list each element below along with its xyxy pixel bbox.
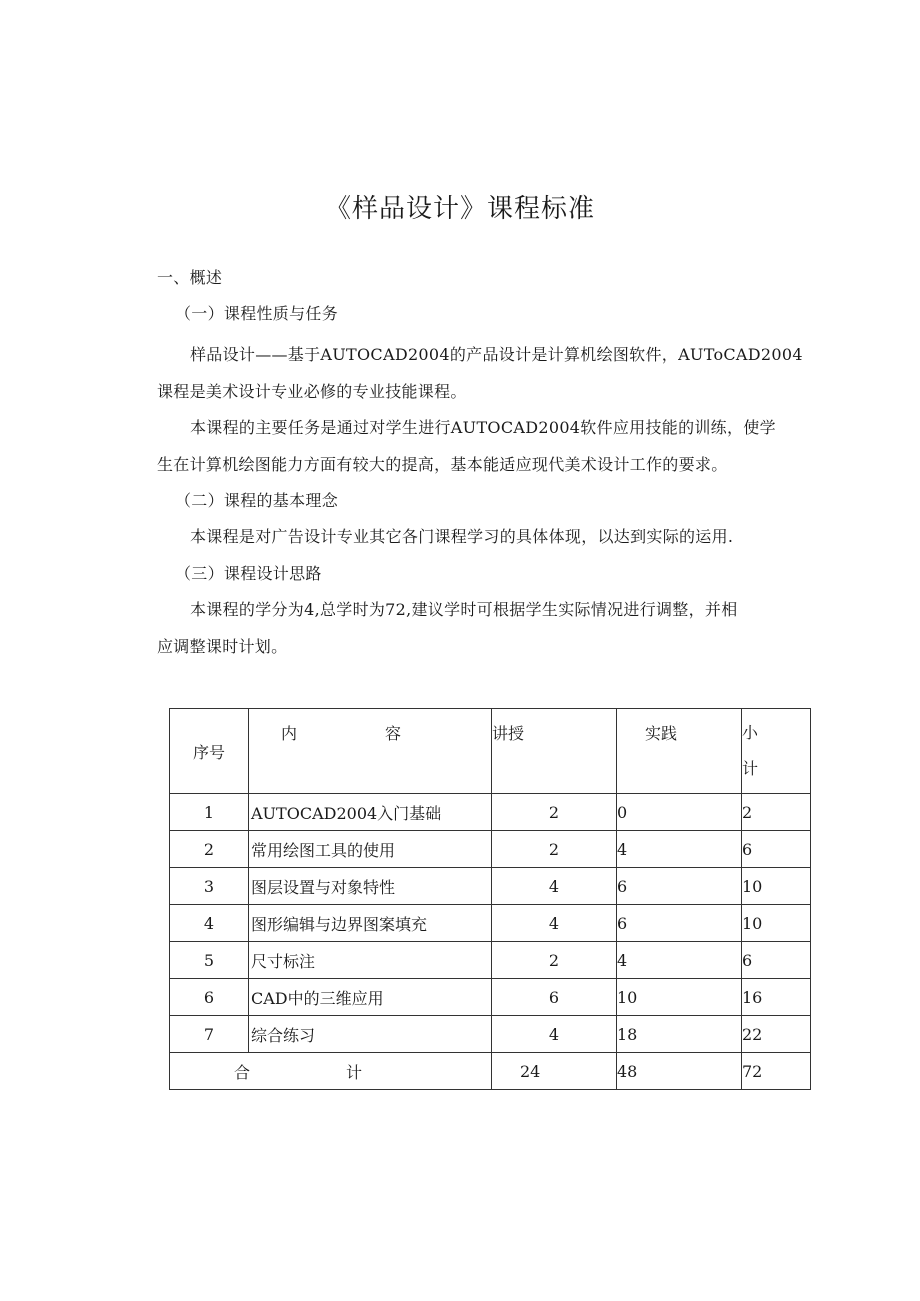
cell-no: 2 [170,831,249,868]
header-content [249,709,492,794]
cell-no: 1 [170,794,249,831]
cell-practice: 6 [617,868,742,905]
cell-no: 7 [170,1016,249,1053]
cell-content: AUTOCAD2004入门基础 [249,794,492,831]
paragraph-line: 本课程的主要任务是通过对学生进行AUTOCAD2004软件应用技能的训练，使学 [190,418,776,437]
cell-subtotal: 10 [742,905,811,942]
paragraph-line: 本课程的学分为4,总学时为72,建议学时可根据学生实际情况进行调整，并相 [190,600,738,619]
cell-lecture: 2 [492,794,617,831]
table-row [170,868,811,905]
header-subtotal [742,709,811,794]
cell-subtotal: 16 [742,979,811,1016]
cell-practice: 4 [617,942,742,979]
header-practice: 实践 [617,709,742,794]
table-row [170,979,811,1016]
total-label [170,1053,492,1090]
paragraph-line: 应调整课时计划。 [157,637,288,656]
total-label-b: 计 [346,1062,363,1082]
cell-no: 4 [170,905,249,942]
cell-subtotal: 6 [742,942,811,979]
cell-subtotal: 6 [742,831,811,868]
cell-content: 图形编辑与边界图案填充 [249,905,492,942]
total-label-a: 合 [234,1062,251,1082]
cell-lecture: 4 [492,868,617,905]
table-row [170,831,811,868]
subsection-heading-design: （三）课程设计思路 [175,564,322,583]
table-row [170,794,811,831]
cell-subtotal: 10 [742,868,811,905]
cell-subtotal: 2 [742,794,811,831]
section-heading-overview: 一、概述 [157,268,223,287]
paragraph-line: 生在计算机绘图能力方面有较大的提高，基本能适应现代美术设计工作的要求。 [157,455,728,474]
cell-lecture: 2 [492,831,617,868]
paragraph-line: 样品设计——基于AUTOCAD2004的产品设计是计算机绘图软件，AUToCAD2004 [190,345,803,364]
total-lecture: 24 [492,1053,617,1090]
cell-lecture: 4 [492,905,617,942]
header-content-b: 容 [385,724,402,743]
header-no: 序号 [170,709,249,794]
course-hours-table [169,708,811,1090]
cell-practice: 0 [617,794,742,831]
cell-content: 综合练习 [249,1016,492,1053]
subsection-heading-nature: （一）课程性质与任务 [175,304,339,323]
cell-content: 尺寸标注 [249,942,492,979]
total-subtotal: 72 [742,1053,811,1090]
cell-lecture: 6 [492,979,617,1016]
cell-subtotal: 22 [742,1016,811,1053]
cell-content: CAD中的三维应用 [249,979,492,1016]
paragraph-line: 课程是美术设计专业必修的专业技能课程。 [157,382,467,401]
cell-practice: 6 [617,905,742,942]
total-practice: 48 [617,1053,742,1090]
cell-practice: 10 [617,979,742,1016]
header-content-a: 内 [281,724,298,743]
table-header-row [170,709,811,794]
cell-no: 6 [170,979,249,1016]
table-total-row [170,1053,811,1090]
cell-lecture: 2 [492,942,617,979]
cell-content: 图层设置与对象特性 [249,868,492,905]
cell-no: 3 [170,868,249,905]
cell-no: 5 [170,942,249,979]
header-subtotal-a: 小 [742,723,759,742]
document-title: 《样品设计》课程标准 [324,194,595,224]
header-lecture: 讲授 [492,709,617,794]
cell-content: 常用绘图工具的使用 [249,831,492,868]
header-subtotal-b: 计 [742,759,759,778]
table-row [170,905,811,942]
cell-practice: 4 [617,831,742,868]
paragraph-line: 本课程是对广告设计专业其它各门课程学习的具体体现，以达到实际的运用. [190,527,734,546]
table-row [170,942,811,979]
cell-lecture: 4 [492,1016,617,1053]
cell-practice: 18 [617,1016,742,1053]
subsection-heading-philosophy: （二）课程的基本理念 [175,491,339,510]
table-row [170,1016,811,1053]
